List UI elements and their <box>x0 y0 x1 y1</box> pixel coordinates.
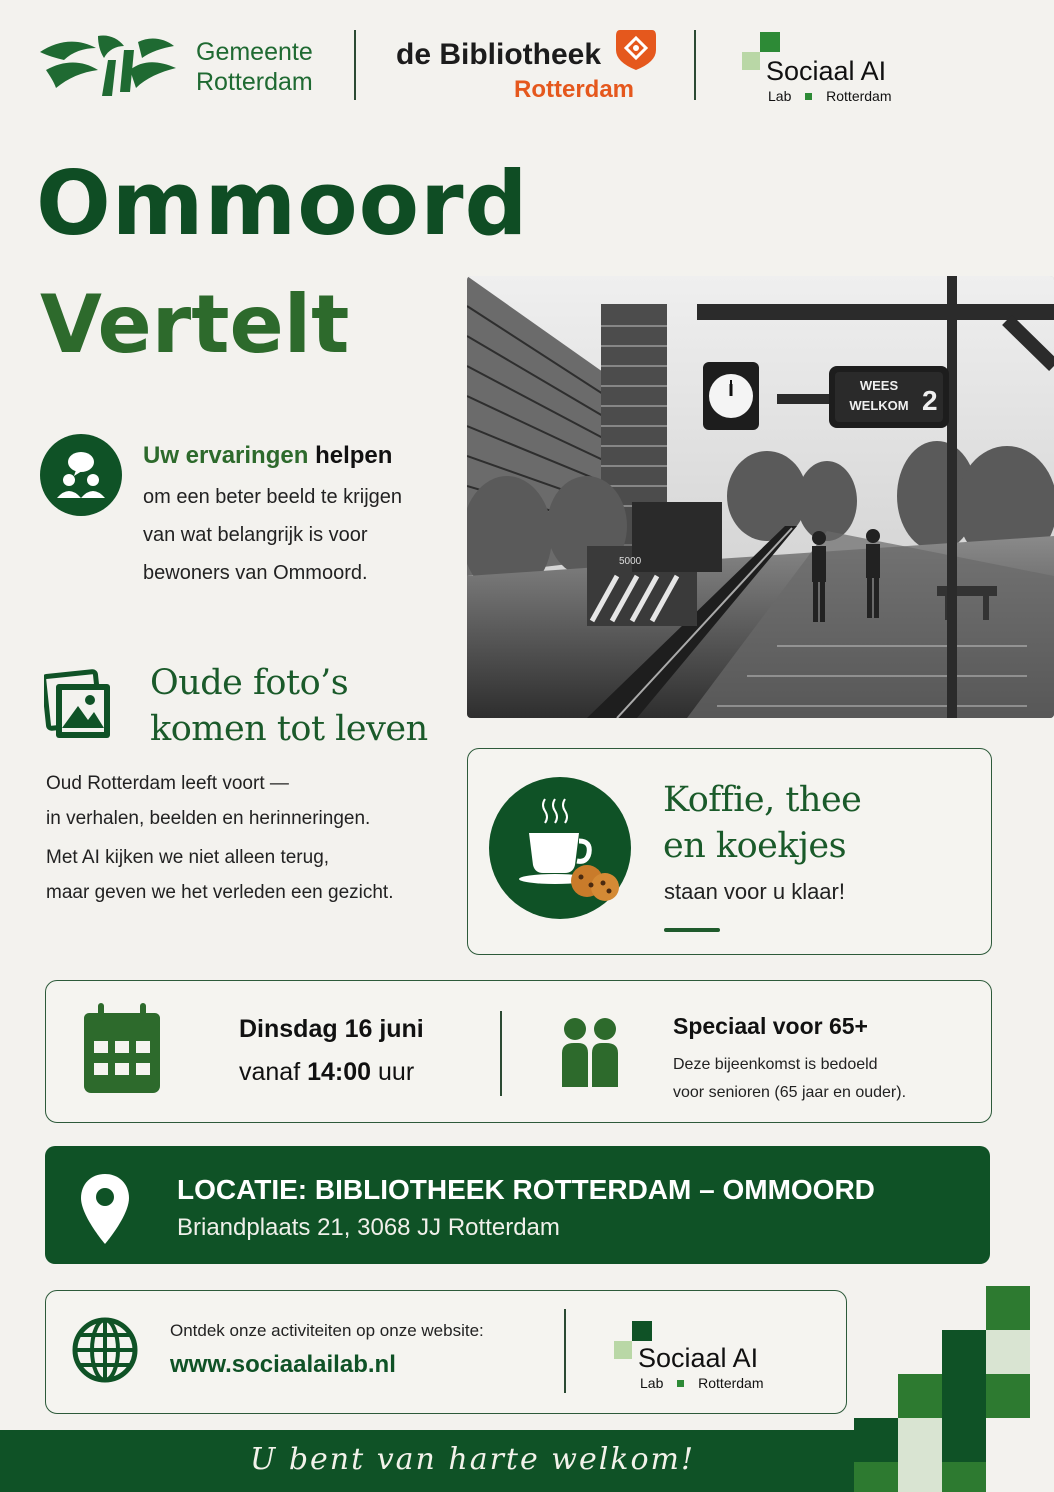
website-ai-sub <box>640 1375 764 1391</box>
footer-welcome: U bent van harte welkom! <box>250 1442 696 1477</box>
photos-text <box>46 766 394 910</box>
bibliotheek-shield-icon <box>614 26 658 77</box>
gemeente-rotterdam-logo-icon <box>38 30 180 100</box>
event-date: Dinsdag 16 juni <box>239 1015 424 1043</box>
coffee-underline <box>664 928 720 932</box>
speech-people-icon <box>40 434 122 516</box>
bibliotheek-subtitle: Rotterdam <box>514 76 635 103</box>
photos-line: maar geven we het verleden een gezicht. <box>46 882 394 903</box>
sign-line2: WELKOM <box>849 398 909 413</box>
website-ai-name: Sociaal AI <box>638 1343 759 1373</box>
date-audience-card <box>45 980 992 1123</box>
sign-number: 2 <box>922 385 938 416</box>
audience-text <box>673 1051 906 1107</box>
gemeente-name <box>196 37 313 97</box>
title-line1: Ommoord <box>36 152 529 255</box>
title-line2: Vertelt <box>40 278 350 371</box>
station-photo <box>467 276 1054 718</box>
train-number: 5000 <box>619 556 642 567</box>
experience-line: om een beter beeld te krijgen <box>143 486 403 508</box>
sociaal-ai-name: Sociaal AI <box>766 56 887 86</box>
photos-heading-line2: komen tot leven <box>150 709 428 749</box>
audience-line1: Deze bijeenkomst is bedoeld <box>673 1056 878 1073</box>
gemeente-line2: Rotterdam <box>196 68 313 96</box>
sign-line1: WEES <box>859 378 899 393</box>
square-dot <box>677 1380 684 1387</box>
experience-line: van wat belangrijk is voor <box>143 524 368 546</box>
experience-text <box>143 478 402 592</box>
sociaal-ai-city: Rotterdam <box>826 88 892 104</box>
experience-line: bewoners van Ommoord. <box>143 562 368 584</box>
coffee-heading-line2: en koekjes <box>663 826 847 866</box>
website-ai-lab: Lab <box>640 1375 664 1391</box>
coffee-subtext: staan voor u klaar! <box>664 879 845 904</box>
coffee-cup-icon <box>489 777 631 919</box>
sociaal-ai-sub <box>768 88 892 104</box>
location-pin-icon <box>79 1172 131 1251</box>
website-intro: Ontdek onze activiteiten op onze website: <box>170 1321 484 1340</box>
event-time-prefix: vanaf <box>239 1058 301 1086</box>
photo-icon <box>44 664 114 745</box>
header-divider-1 <box>354 30 356 100</box>
website-link[interactable]: www.sociaalailab.nl <box>170 1351 396 1378</box>
square-dot <box>805 93 812 100</box>
footer-bar <box>0 1430 985 1492</box>
experience-heading-green: Uw ervaringen <box>143 442 309 469</box>
event-time-suffix: uur <box>378 1058 415 1086</box>
card-divider <box>500 1011 502 1096</box>
website-card <box>45 1290 847 1414</box>
photos-line: Met AI kijken we niet alleen terug, <box>46 847 330 868</box>
location-bar <box>45 1146 990 1264</box>
gemeente-rotterdam-logo <box>38 30 180 100</box>
bibliotheek-title: de Bibliotheek <box>396 38 602 71</box>
coffee-heading <box>663 777 861 869</box>
website-ai-city: Rotterdam <box>698 1375 764 1391</box>
audience-heading: Speciaal voor 65+ <box>673 1013 868 1039</box>
gemeente-line1: Gemeente <box>196 38 313 66</box>
experience-heading <box>143 442 392 470</box>
location-address: Briandplaats 21, 3068 JJ Rotterdam <box>177 1214 560 1241</box>
photos-heading <box>150 660 428 752</box>
calendar-icon <box>82 1001 162 1100</box>
location-title: LOCATIE: BIBLIOTHEEK ROTTERDAM – OMMOORD <box>177 1174 875 1205</box>
decorative-squares <box>850 1286 1054 1492</box>
coffee-card <box>467 748 992 955</box>
globe-icon <box>70 1313 140 1392</box>
event-time <box>239 1058 414 1087</box>
photos-heading-line1: Oude foto’s <box>150 663 349 703</box>
photos-line: Oud Rotterdam leeft voort — <box>46 773 289 794</box>
people-icon <box>560 1017 620 1092</box>
experience-heading-bold: helpen <box>315 442 393 469</box>
audience-line2: voor senioren (65 jaar en ouder). <box>673 1084 907 1101</box>
coffee-heading-line1: Koffie, thee <box>663 780 862 820</box>
sociaal-ai-lab: Lab <box>768 88 792 104</box>
photos-line: in verhalen, beelden en herinneringen. <box>46 808 371 829</box>
event-time-value: 14:00 <box>307 1058 372 1086</box>
website-divider <box>564 1309 566 1393</box>
header-divider-2 <box>694 30 696 100</box>
